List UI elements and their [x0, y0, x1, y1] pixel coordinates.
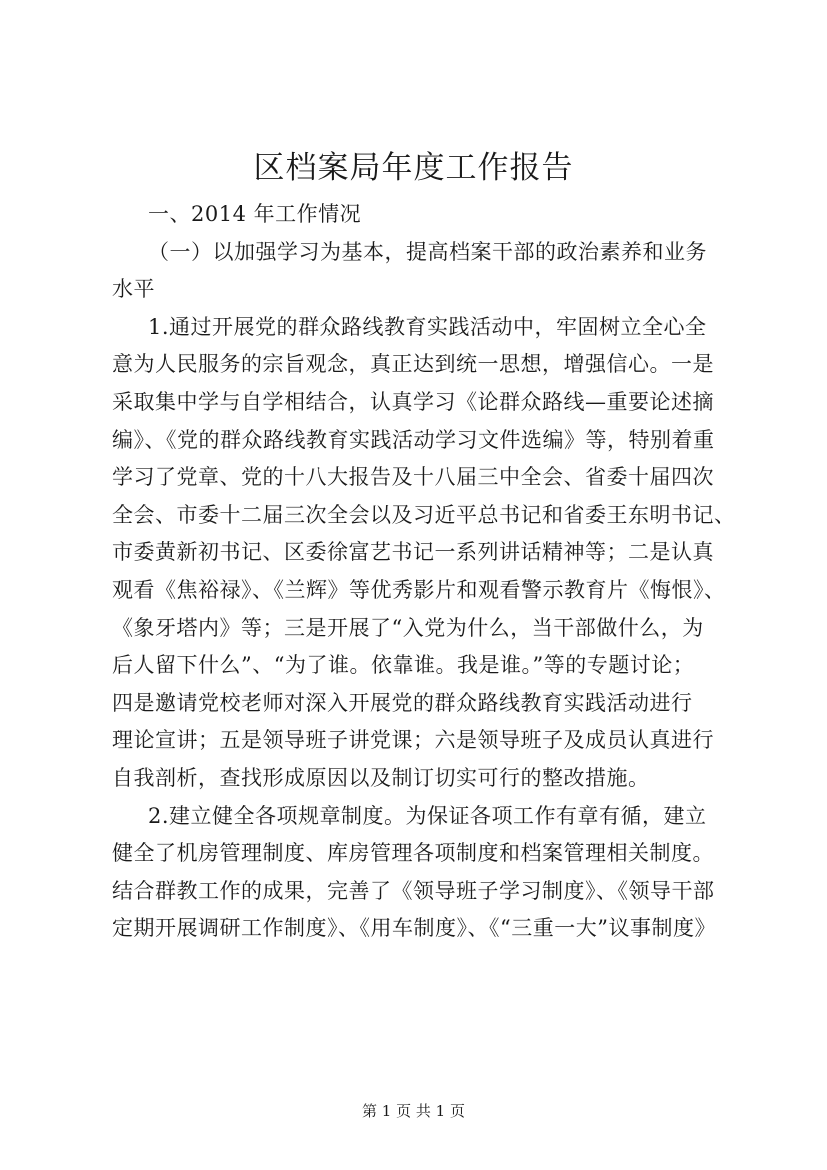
paragraph-line: 《象牙塔内》等；三是开展了“入党为什么，当干部做什么，为: [112, 615, 704, 640]
subsection-heading-cont: 水平: [112, 277, 155, 302]
paragraph-line: 1.通过开展党的群众路线教育实践活动中，牢固树立全心全: [148, 314, 707, 339]
paragraph-line: 观看《焦裕禄》、《兰辉》等优秀影片和观看警示教育片《悔恨》、: [112, 577, 726, 602]
paragraph-line: 后人留下什么”、“为了谁。依靠谁。我是谁。”等的专题讨论；: [112, 653, 695, 678]
paragraph-line: 健全了机房管理制度、库房管理各项制度和档案管理相关制度。: [112, 841, 714, 866]
paragraph-line: 定期开展调研工作制度》、《用车制度》、《“三重一大”议事制度》: [112, 916, 716, 941]
paragraph-line: 2.建立健全各项规章制度。为保证各项工作有章有循，建立: [148, 803, 707, 828]
document-title: 区档案局年度工作报告: [253, 150, 574, 186]
page-footer: 第 1 页 共 1 页: [362, 1102, 465, 1120]
paragraph-line: 市委黄新初书记、区委徐富艺书记一系列讲话精神等；二是认真: [112, 540, 714, 565]
paragraph-line: 全会、市委十二届三次全会以及习近平总书记和省委王东明书记、: [112, 502, 736, 527]
subsection-heading: （一）以加强学习为基本，提高档案干部的政治素养和业务: [148, 239, 707, 264]
paragraph-line: 四是邀请党校老师对深入开展党的群众路线教育实践活动进行: [112, 690, 693, 715]
paragraph-line: 结合群教工作的成果，完善了《领导班子学习制度》、《领导干部: [112, 878, 715, 903]
paragraph-line: 学习了党章、党的十八大报告及十八届三中全会、省委十届四次: [112, 465, 714, 490]
paragraph-line: 意为人民服务的宗旨观念，真正达到统一思想，增强信心。一是: [112, 352, 714, 377]
paragraph-line: 自我剖析，查找形成原因以及制订切实可行的整改措施。: [112, 765, 650, 790]
paragraph-line: 理论宣讲；五是领导班子讲党课；六是领导班子及成员认真进行: [112, 728, 714, 753]
section-heading: 一、2014 年工作情况: [148, 202, 362, 226]
paragraph-line: 编》、《党的群众路线教育实践活动学习文件选编》等，特别着重: [112, 427, 715, 452]
paragraph-line: 采取集中学与自学相结合，认真学习《论群众路线—重要论述摘: [112, 389, 714, 414]
document-body: [112, 196, 736, 948]
